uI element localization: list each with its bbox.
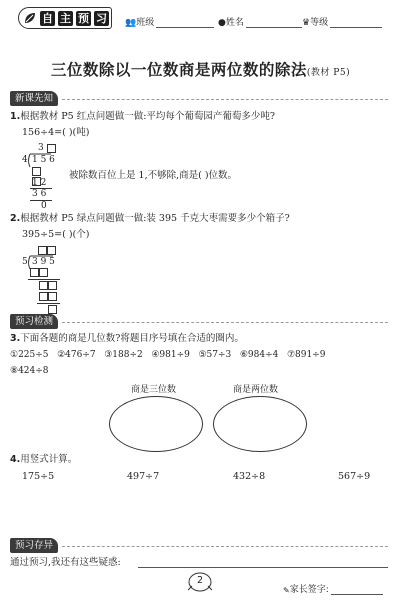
header-badge: [18, 7, 112, 29]
badge-char: 自: [42, 11, 53, 25]
q3-item: ⑥984÷4: [239, 350, 279, 360]
right-answer-circle[interactable]: [213, 396, 307, 452]
divider: [62, 322, 388, 323]
q2-blank-box[interactable]: [48, 305, 57, 314]
q1-step-1: 1 2: [32, 178, 47, 188]
q2-divisor: 5: [22, 257, 28, 267]
q2-text: 根据教材 P5 绿点问题做一做:装 395 千克大枣需要多少个箱子?: [20, 213, 290, 224]
q2-blank-box[interactable]: [39, 292, 48, 301]
q2-blank-box[interactable]: [48, 292, 57, 301]
name-label: 姓名: [225, 18, 244, 28]
q4-number: 4.: [10, 454, 21, 465]
q2-blank-box[interactable]: [39, 281, 48, 290]
q2-quotient-box[interactable]: [47, 246, 56, 255]
q2-number: 2.: [10, 213, 21, 224]
title-main: 三位数除以一位数商是两位数的除法: [50, 61, 307, 79]
q1-number: 1.: [10, 111, 21, 122]
q3-item: ③188÷2: [104, 350, 143, 360]
q3-item: ⑤57÷3: [198, 350, 232, 360]
q2-quotient-box[interactable]: [38, 246, 47, 255]
left-answer-circle[interactable]: [109, 396, 203, 452]
title-source: (教材 P5): [306, 68, 351, 78]
doubt-prompt: 通过预习,我还有这些疑惑:: [10, 557, 121, 568]
section-new-lesson: 新课先知: [10, 91, 58, 106]
q1-dividend: 1 5 6: [32, 155, 55, 165]
q3-item: ④981÷9: [151, 350, 190, 360]
section-preview-check: 预习检测: [10, 314, 58, 329]
class-field: [125, 15, 214, 28]
q3-items-row1: [10, 348, 400, 362]
q2-step-line: [37, 303, 60, 304]
q4-text: 用竖式计算。: [20, 454, 78, 465]
q3-number: 3.: [10, 333, 21, 344]
q3-item: ②476÷7: [57, 350, 96, 360]
divider: [62, 546, 388, 547]
divider: [62, 99, 388, 100]
question-1: [10, 110, 395, 124]
q1-quotient-box[interactable]: [47, 144, 56, 153]
question-2: [10, 212, 395, 226]
q1-quotient-digit: 3: [38, 143, 44, 153]
q2-blank-box[interactable]: [39, 268, 48, 277]
badge-char: 主: [60, 11, 71, 25]
section-preview-questions: 预习存异: [10, 538, 58, 553]
grade-field: [302, 15, 382, 28]
q4-item: 567÷9: [338, 471, 371, 482]
q1-step-2: 3 6: [32, 189, 47, 199]
leaf-logo-icon: [23, 11, 37, 25]
q4-item: 432÷8: [233, 471, 266, 482]
page-number: 2: [196, 575, 204, 586]
q2-dividend: 3 9 5: [32, 257, 55, 267]
doubt-answer-line[interactable]: [138, 567, 388, 568]
q4-item: 497÷7: [127, 471, 160, 482]
trophy-icon: ♛: [302, 18, 311, 28]
q1-blank-box[interactable]: [32, 177, 41, 186]
page-title: [0, 58, 401, 80]
q3-item: ⑧424÷8: [10, 366, 49, 376]
left-circle-label: 商是三位数: [131, 385, 177, 395]
pen-icon: ✎: [283, 586, 290, 595]
q4-item: 175÷5: [22, 471, 55, 482]
q2-blank-box[interactable]: [30, 268, 39, 277]
question-3: [10, 332, 395, 346]
q2-blank-box[interactable]: [48, 281, 57, 290]
q2-equation: 395÷5=( )(个): [22, 229, 90, 240]
grade-label: 等级: [310, 18, 329, 28]
badge-char: 预: [78, 11, 89, 25]
grade-input-line[interactable]: [330, 17, 382, 28]
badge-char: 习: [96, 11, 107, 25]
q1-blank-box[interactable]: [32, 167, 41, 176]
q3-item: ⑦891÷9: [286, 350, 326, 360]
person-icon: ●: [218, 18, 226, 28]
q1-text: 根据教材 P5 红点问题做一做:平均每个葡萄园产葡萄多少吨?: [20, 111, 276, 122]
class-icon: 👥: [125, 18, 137, 28]
q1-equation: 156÷4=( )(吨): [22, 127, 90, 138]
name-field: [218, 15, 302, 28]
class-input-line[interactable]: [156, 17, 214, 28]
parent-sign-line[interactable]: [331, 584, 383, 595]
parent-sign-field: [283, 582, 383, 595]
q1-divisor: 4: [22, 155, 28, 165]
q1-step-4: 0: [41, 201, 47, 211]
q3-item: ①225÷5: [10, 350, 49, 360]
name-input-line[interactable]: [246, 17, 302, 28]
q2-step-line: [28, 279, 60, 280]
right-circle-label: 商是两位数: [233, 385, 279, 395]
q3-items-row2: [10, 364, 49, 378]
class-label: 班级: [136, 18, 155, 28]
question-4: [10, 453, 77, 467]
parent-sign-label: 家长签字:: [289, 585, 329, 595]
q1-note: 被除数百位上是 1,不够除,商是( )位数。: [69, 170, 238, 181]
q3-text: 下面各题的商是几位数?将题目序号填在合适的圈内。: [20, 333, 244, 344]
